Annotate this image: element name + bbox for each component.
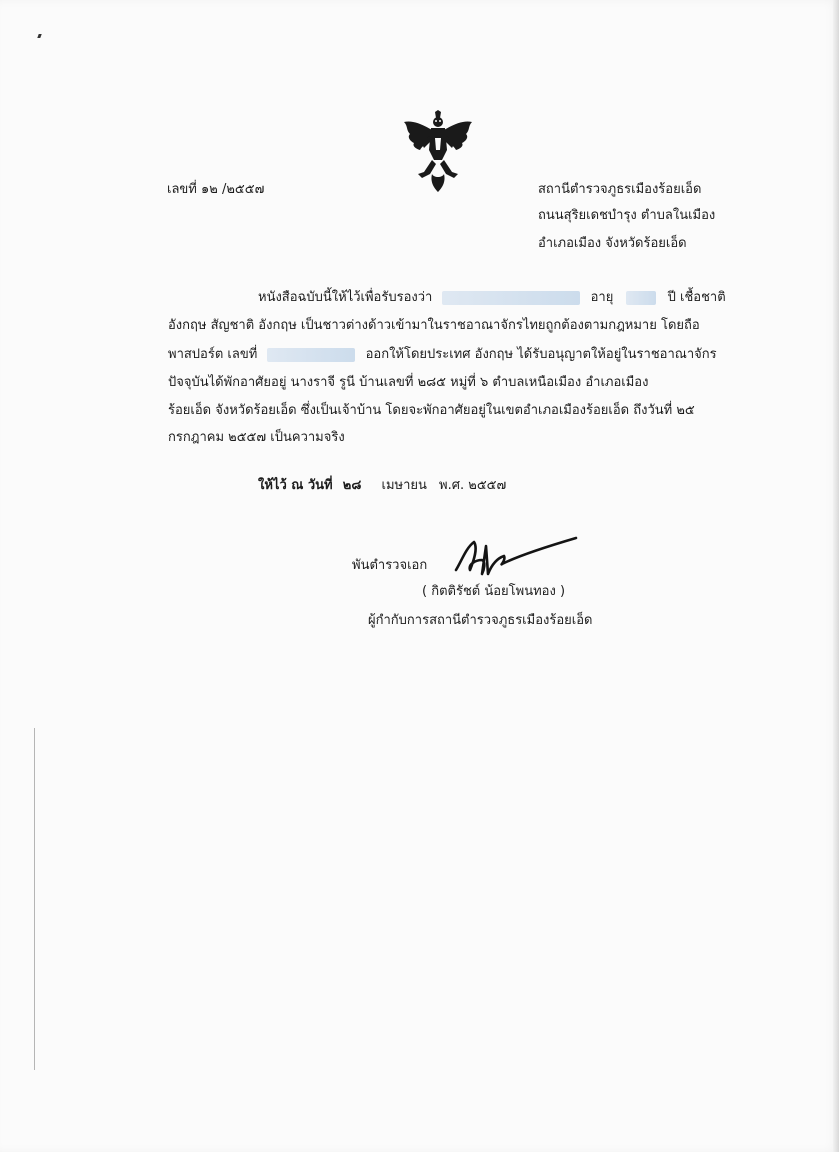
redacted-name	[442, 291, 580, 305]
issue-month: เมษายน	[381, 478, 427, 493]
issue-date-prefix: ให้ไว้ ณ วันที่	[258, 478, 333, 493]
document-number: เลขที่ ๑๒ /๒๕๕๗	[167, 182, 265, 197]
body-line-1	[258, 290, 726, 306]
signatory-rank: พันตำรวจเอก	[352, 558, 428, 573]
office-address-line-3: อำเภอเมือง จังหวัดร้อยเอ็ด	[538, 236, 687, 251]
body-line-6: กรกฎาคม ๒๕๕๗ เป็นความจริง	[168, 430, 345, 445]
body-line-5: ร้อยเอ็ด จังหวัดร้อยเอ็ด ซึ่งเป็นเจ้าบ้าน โดยจะพักอาศัยอยู่ในเขตอำเภอเมืองร้อยเอ็ด ถึงวันที่ ๒๕	[168, 403, 695, 418]
page-edge	[833, 0, 839, 1152]
signatory-position: ผู้กำกับการสถานีตำรวจภูธรเมืองร้อยเอ็ด	[368, 613, 593, 628]
issued-by-text: ออกให้โดยประเทศ อังกฤษ ได้รับอนุญาตให้อยู่ในราชอาณาจักร	[365, 347, 717, 362]
margin-line	[34, 728, 35, 1070]
signatory-name: ( กิตติรัชต์ น้อยโพนทอง )	[422, 584, 566, 599]
issue-day: ๒๘	[342, 478, 362, 493]
passport-label: พาสปอร์ต เลขที่	[168, 347, 258, 362]
redacted-passport-number	[267, 348, 355, 362]
office-address-line-2: ถนนสุริยเดชบำรุง ตำบลในเมือง	[538, 208, 716, 223]
certify-text: หนังสือฉบับนี้ให้ไว้เพื่อรับรองว่า	[258, 290, 433, 305]
nationality-label: ปี เชื้อชาติ	[667, 290, 726, 305]
garuda-emblem-icon	[402, 110, 474, 192]
issue-date-line	[258, 478, 506, 494]
body-line-2: อังกฤษ สัญชาติ อังกฤษ เป็นชาวต่างด้าวเข้ามาในราชอาณาจักรไทยถูกต้องตามกฎหมาย โดยถือ	[168, 318, 700, 333]
body-line-3	[168, 347, 717, 363]
age-label: อายุ	[590, 290, 614, 305]
office-address-line-1: สถานีตำรวจภูธรเมืองร้อยเอ็ด	[538, 182, 702, 197]
scan-mark	[37, 34, 41, 38]
body-line-4: ปัจจุบันได้พักอาศัยอยู่ นางราจี รูนี บ้านเลขที่ ๒๘๕ หมู่ที่ ๖ ตำบลเหนือเมือง อำเภอเมือง	[168, 375, 649, 390]
handwritten-signature	[452, 534, 582, 582]
issue-year: พ.ศ. ๒๕๕๗	[439, 478, 507, 493]
redacted-age	[626, 291, 656, 305]
